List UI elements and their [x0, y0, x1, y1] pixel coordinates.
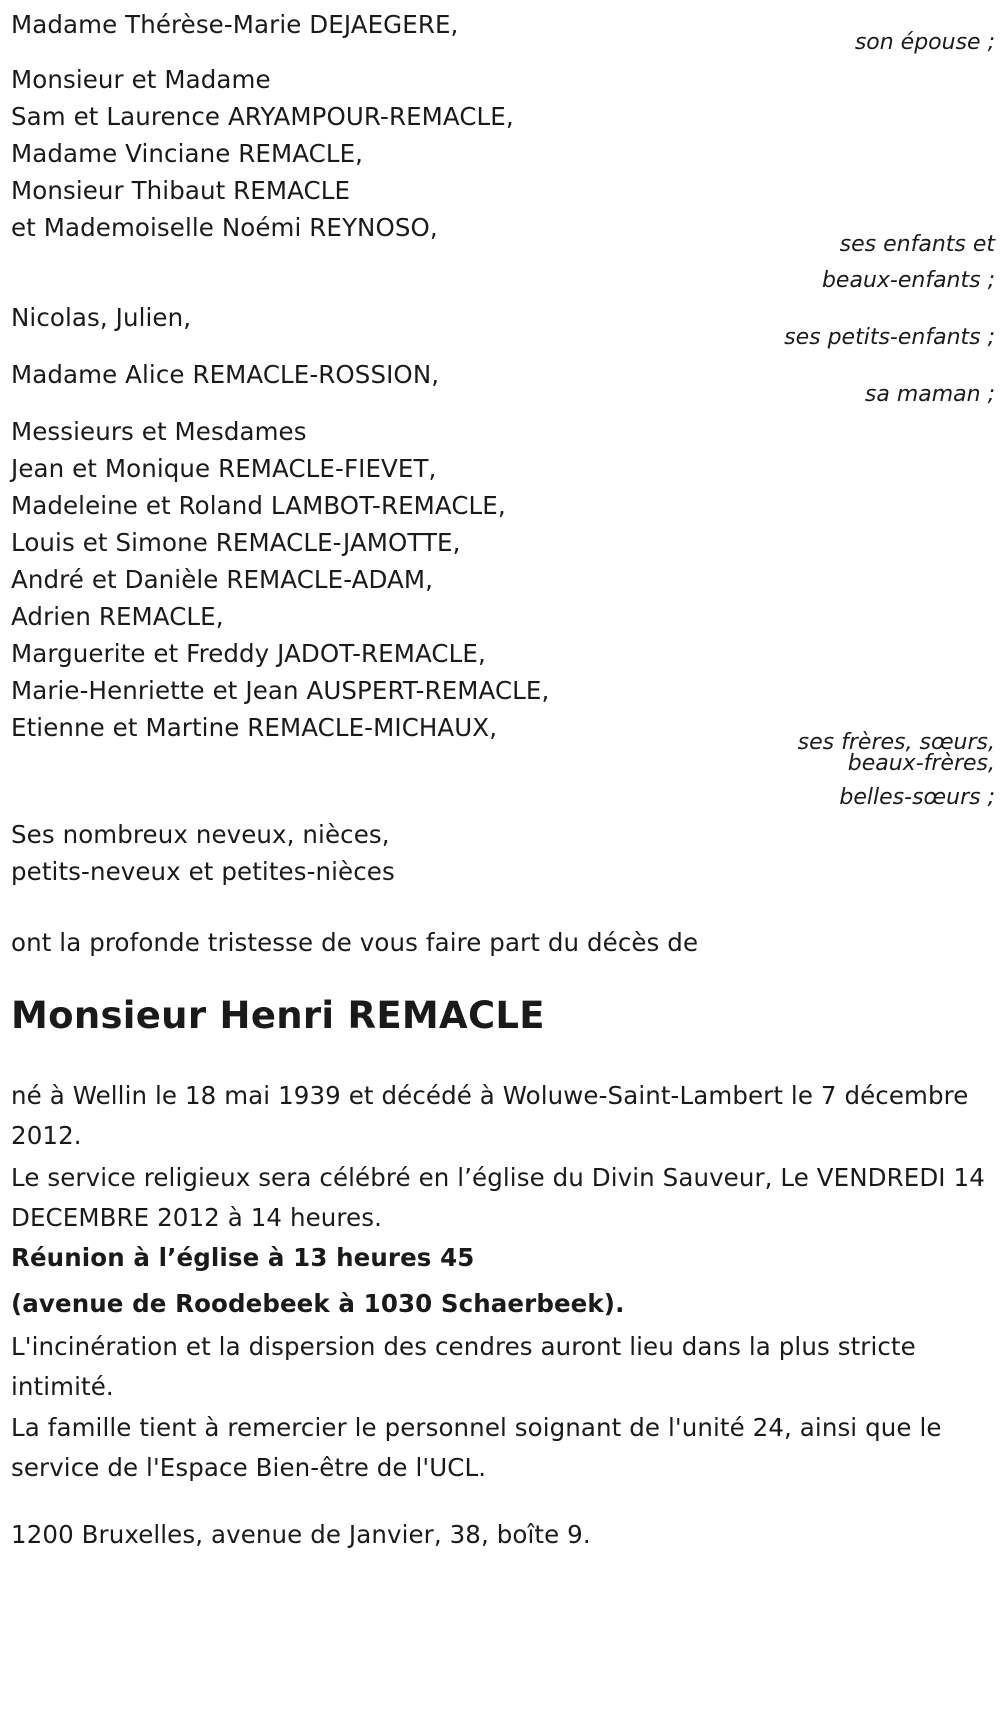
family-name-line: petits-neveux et petites-nièces [11, 857, 395, 886]
mother-role: sa maman ; [864, 382, 995, 407]
family-name-line: Marie-Henriette et Jean AUSPERT-REMACLE, [11, 676, 550, 705]
children-section [11, 60, 514, 248]
siblings-role-line-1: ses frères, sœurs, [797, 730, 995, 755]
thanks-text: La famille tient à remercier le personnel soignant de l'unité 24, ainsi que le service de l'Espace Bien-être de l'UCL. [11, 1413, 942, 1482]
siblings-section [11, 412, 549, 748]
children-role-line-1: ses enfants et [839, 232, 995, 257]
spouse-role: son épouse ; [854, 30, 995, 55]
family-name-line: Madame Vinciane REMACLE, [11, 139, 364, 168]
church-address-text: (avenue de Roodebeek à 1030 Schaerbeek). [11, 1289, 625, 1318]
family-name-line: et Mademoiselle Noémi REYNOSO, [11, 213, 438, 242]
grandchildren-names: Nicolas, Julien, [11, 303, 192, 332]
family-name-line: Sam et Laurence ARYAMPOUR-REMACLE, [11, 102, 514, 131]
family-name-line: Messieurs et Mesdames [11, 417, 307, 446]
spouse-name: Madame Thérèse-Marie DEJAEGERE, [11, 10, 459, 39]
cremation-text: L'incinération et la dispersion des cendres auront lieu dans la plus stricte intimité. [11, 1332, 916, 1401]
family-name-line: Monsieur Thibaut REMACLE [11, 176, 351, 205]
family-name-line: Adrien REMACLE, [11, 602, 224, 631]
mother-name: Madame Alice REMACLE-ROSSION, [11, 360, 440, 389]
deceased-name: Monsieur Henri REMACLE [11, 994, 545, 1037]
announcement-text: ont la profonde tristesse de vous faire part du décès de [11, 928, 699, 957]
birth-death-text: né à Wellin le 18 mai 1939 et décédé à Woluwe-Saint-Lambert le 7 décembre 2012. [11, 1081, 969, 1150]
children-role-line-2: beaux-enfants ; [821, 268, 995, 293]
home-address: 1200 Bruxelles, avenue de Janvier, 38, boîte 9. [11, 1520, 591, 1549]
family-name-line: Jean et Monique REMACLE-FIEVET, [11, 454, 437, 483]
siblings-role-line-3: belles-sœurs ; [839, 785, 995, 810]
family-name-line: Marguerite et Freddy JADOT-REMACLE, [11, 639, 486, 668]
family-name-line: Louis et Simone REMACLE-JAMOTTE, [11, 528, 461, 557]
meeting-text: Réunion à l’église à 13 heures 45 [11, 1243, 475, 1272]
family-name-line: Ses nombreux neveux, nièces, [11, 820, 390, 849]
service-text: Le service religieux sera célébré en l’église du Divin Sauveur, Le VENDREDI 14 DECEMBRE 2012 à 14 heures. [11, 1163, 985, 1232]
family-name-line: Etienne et Martine REMACLE-MICHAUX, [11, 713, 498, 742]
siblings-role-line-2: beaux-frères, [847, 751, 995, 776]
family-name-line: Monsieur et Madame [11, 65, 271, 94]
grandchildren-role: ses petits-enfants ; [784, 325, 995, 350]
family-name-line: André et Danièle REMACLE-ADAM, [11, 565, 434, 594]
family-name-line: Madeleine et Roland LAMBOT-REMACLE, [11, 491, 506, 520]
nephews-section [11, 815, 395, 892]
